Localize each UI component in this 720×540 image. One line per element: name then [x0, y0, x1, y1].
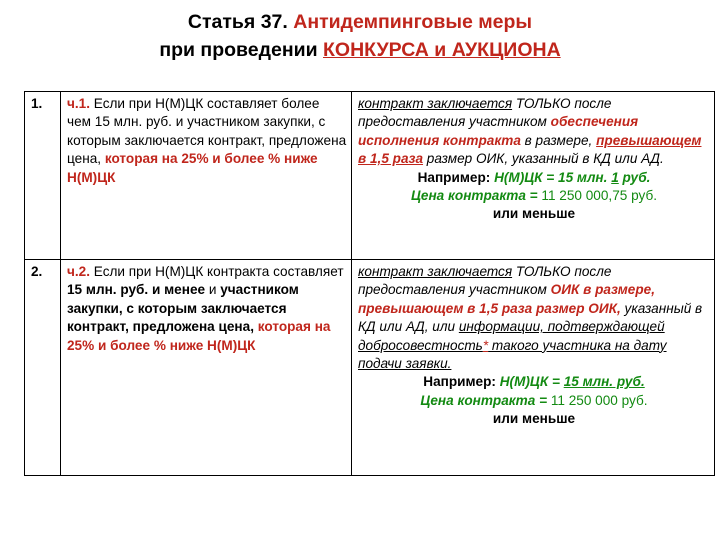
- requirement-lead: контракт заключается: [358, 96, 513, 111]
- example-label: Например:: [417, 169, 495, 185]
- requirement-ratio: превышающем в 1,5 раза: [358, 132, 702, 167]
- example-price-label: Цена контракта =: [420, 392, 551, 408]
- requirement-text-2: указанный в КД или АД, или: [358, 300, 703, 335]
- table-row: [25, 260, 715, 476]
- title-line-1: [0, 8, 720, 36]
- condition-cell: [61, 260, 352, 476]
- example-line-1: [358, 373, 710, 391]
- requirement-info-tail: такого участника на дату подачи заявки.: [358, 337, 667, 372]
- title-procedure: КОНКУРСА и АУКЦИОНА: [323, 39, 561, 61]
- title-line-2: [0, 36, 720, 64]
- title-when: при проведении: [159, 39, 318, 61]
- requirement-cell: [352, 260, 715, 476]
- row-number: 1.: [25, 92, 61, 260]
- example-nmck-label: Н(М)ЦК =: [499, 374, 564, 390]
- example-nmck-unit: руб.: [618, 169, 651, 185]
- condition-amount: 15 млн. руб. и менее: [67, 282, 206, 298]
- condition-threshold: которая на 25% и более % ниже Н(М)ЦК: [67, 319, 331, 353]
- example-nmck-label: Н(М)ЦК = 15 млн.: [494, 169, 612, 185]
- requirement-lead: контракт заключается: [358, 264, 513, 279]
- title-article: Статья 37.: [187, 11, 288, 33]
- requirement-text-3: размер ОИК, указанный в КД или АД.: [423, 151, 664, 167]
- table-row: [25, 92, 715, 260]
- measures-table: [24, 91, 715, 476]
- example-price-value: 11 250 000 руб.: [550, 392, 648, 408]
- example-line-2: [358, 187, 710, 205]
- condition-threshold: которая на 25% и более % ниже Н(М)ЦК: [67, 151, 318, 185]
- condition-text: Если при Н(М)ЦК контракта составляет: [90, 264, 344, 279]
- condition-text-2: и: [205, 282, 221, 298]
- page-title: [0, 8, 720, 64]
- example-price-value: 11 250 000,75 руб.: [541, 188, 658, 204]
- requirement-text: ТОЛЬКО после предоставления участником: [358, 96, 612, 130]
- example-price-label: Цена контракта =: [410, 188, 542, 204]
- example-nmck-value: 15 млн. руб.: [563, 374, 645, 390]
- condition-text: Если при Н(М)ЦК составляет более чем 15 млн. руб. и участником закупки, с которым заключается контракт, предложена цена,: [67, 96, 347, 167]
- title-measures: Антидемпинговые меры: [293, 11, 533, 33]
- part-label: ч.1.: [67, 96, 91, 111]
- example-tail: или меньше: [492, 206, 576, 222]
- requirement-text-2: в размере,: [520, 132, 597, 148]
- requirement-security: ОИК в размере, превышающем в 1,5 раза размер ОИК,: [358, 282, 655, 316]
- example-line-2: [358, 392, 710, 410]
- condition-participant: участником закупки, с которым заключается контракт, предложена цена,: [67, 282, 299, 335]
- condition-cell: [61, 92, 352, 260]
- requirement-security: обеспечения исполнения контракта: [358, 114, 639, 148]
- example-tail: или меньше: [492, 411, 576, 427]
- part-label: ч.2.: [67, 264, 91, 279]
- requirement-cell: [352, 92, 715, 260]
- requirement-info: информации, подтверждающей добросовестность: [358, 319, 665, 353]
- example-label: Например:: [423, 374, 500, 390]
- footnote-star: *: [482, 337, 489, 353]
- example-nmck-number: 1: [611, 169, 619, 185]
- requirement-text: ТОЛЬКО после предоставления участником: [358, 264, 612, 298]
- row-number: 2.: [25, 260, 61, 476]
- example-line-1: [358, 169, 710, 187]
